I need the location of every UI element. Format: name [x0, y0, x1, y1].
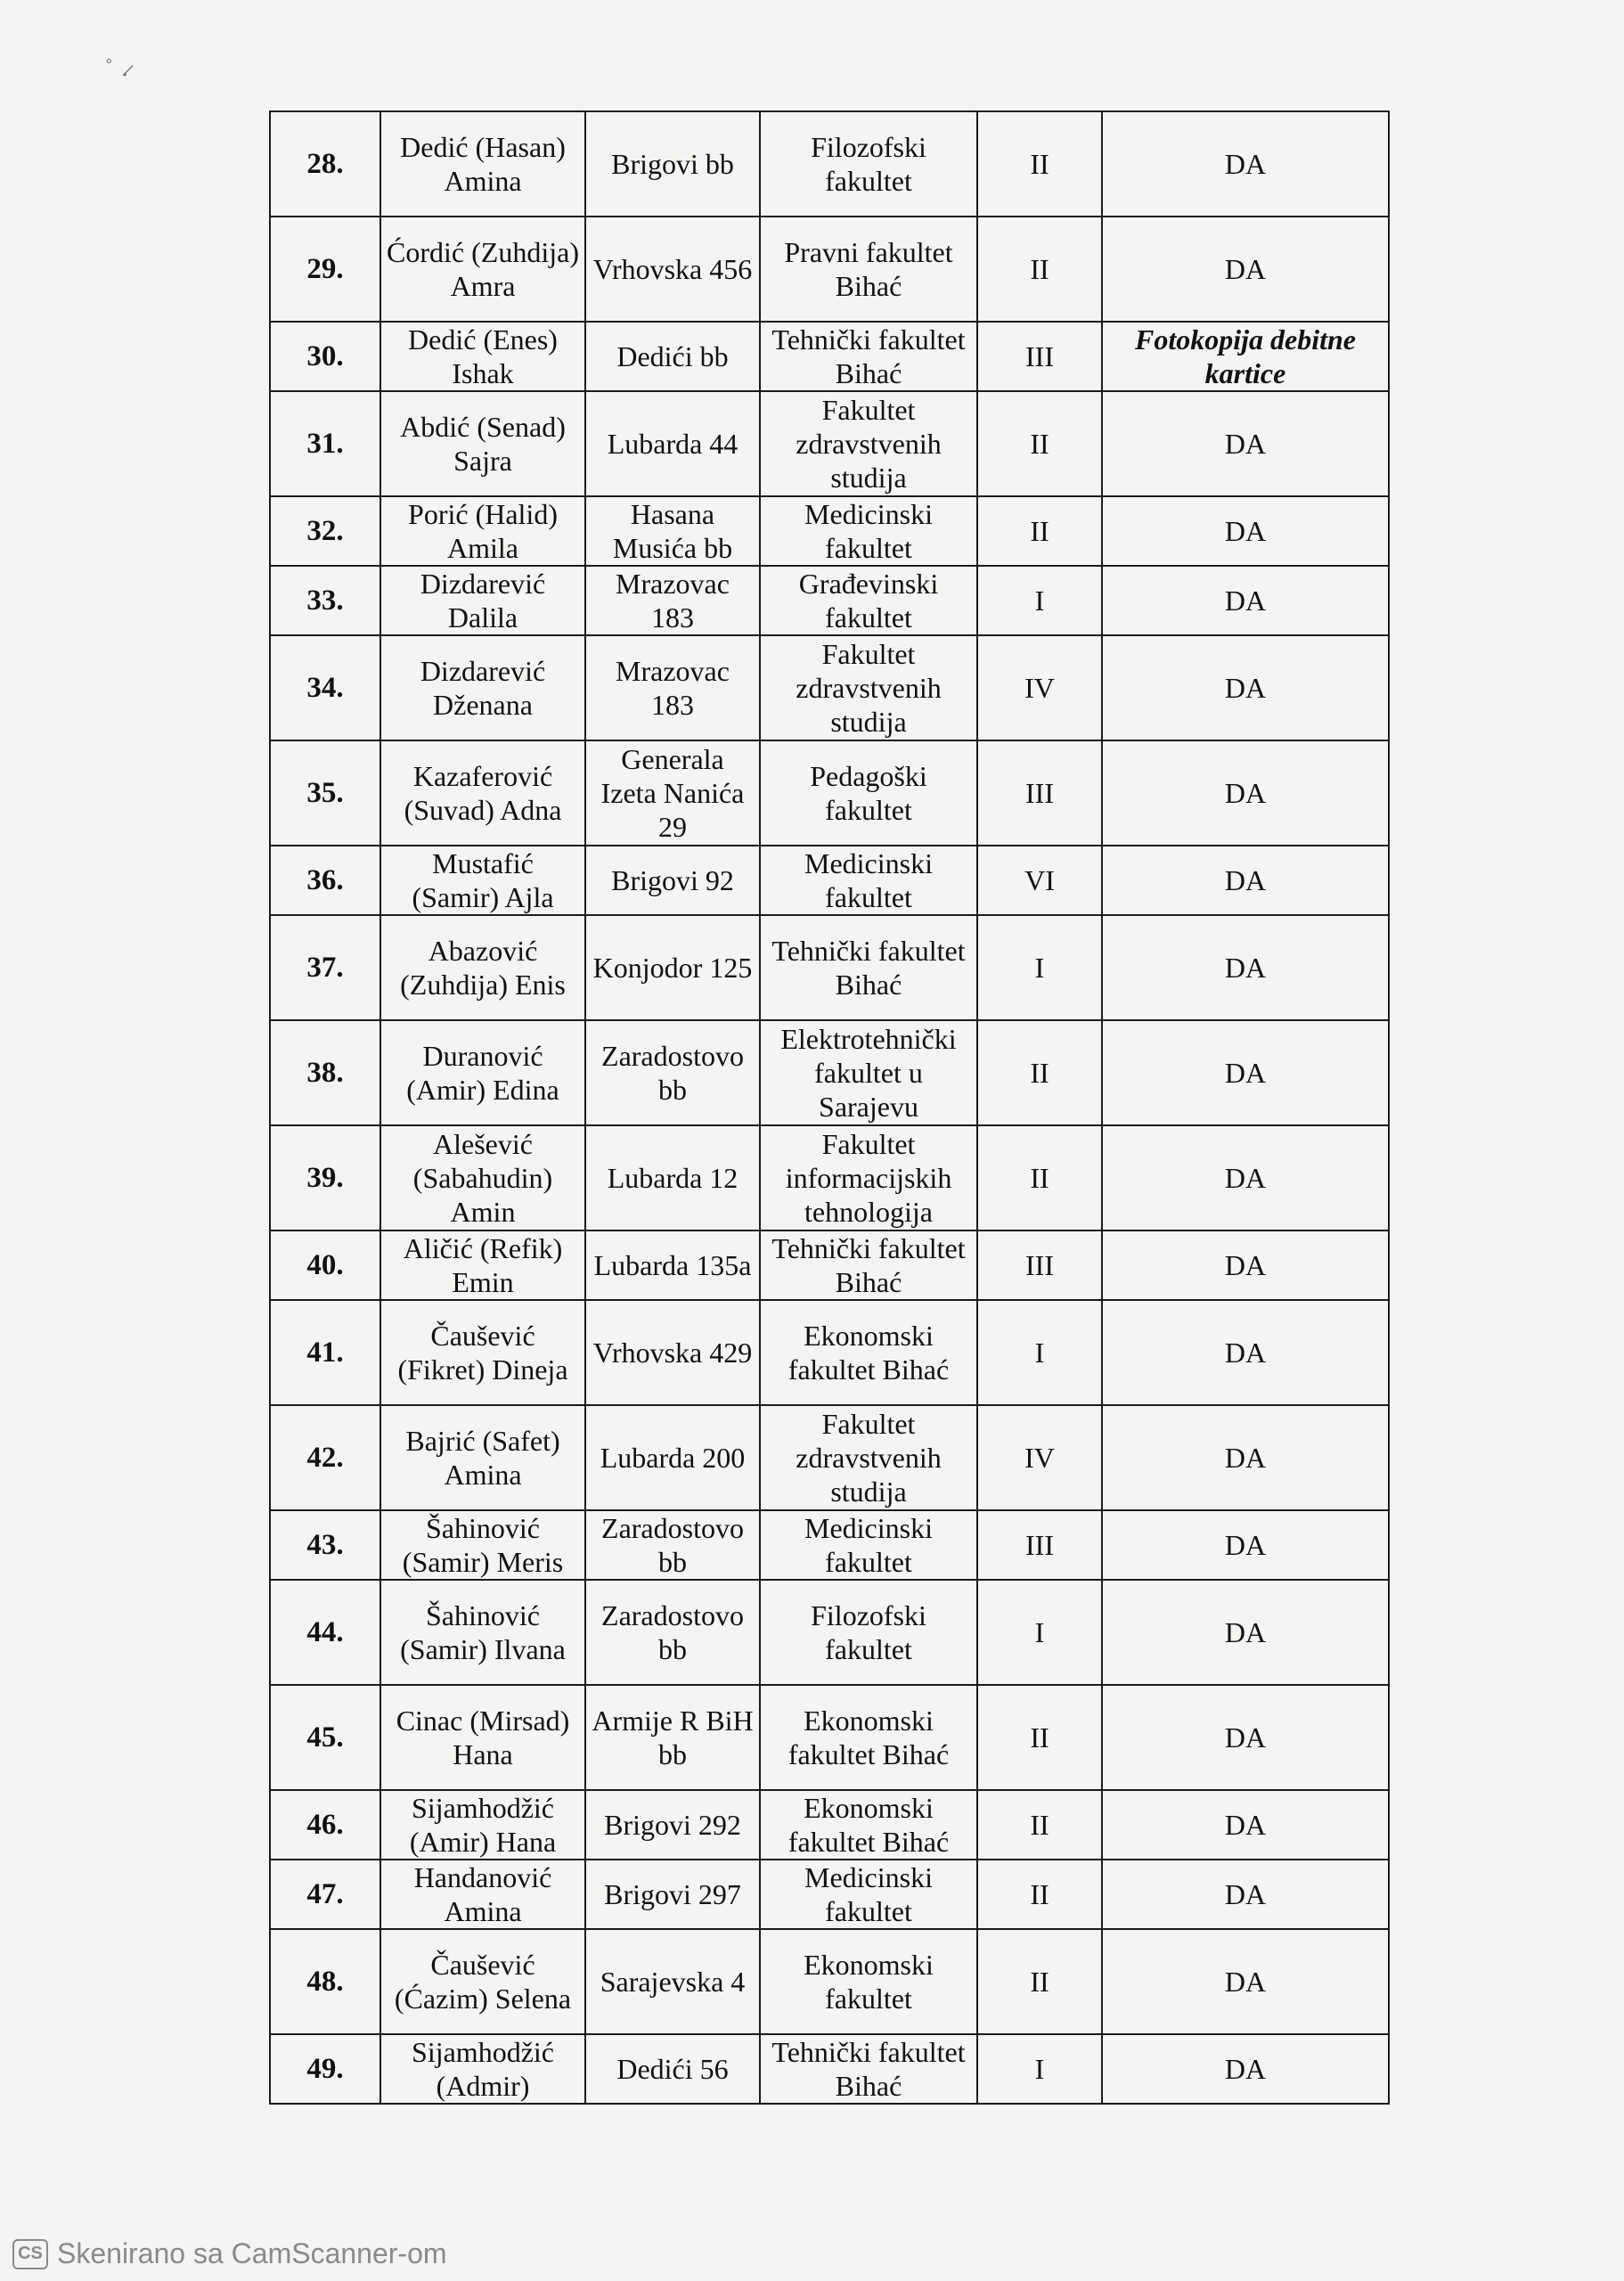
cell-num: 46.: [270, 1790, 380, 1860]
cell-name: Dedić (Hasan) Amina: [380, 111, 585, 217]
cell-status: DA: [1102, 635, 1389, 740]
cell-status: DA: [1102, 2034, 1389, 2104]
cell-num: 41.: [270, 1300, 380, 1405]
cell-address: Armije R BiH bb: [585, 1685, 760, 1790]
cell-name: Šahinović (Samir) Ilvana: [380, 1580, 585, 1685]
cell-status: DA: [1102, 1125, 1389, 1230]
cell-address: Zaradostovo bb: [585, 1580, 760, 1685]
table-row: [270, 217, 1389, 322]
cell-faculty: Pravni fakultet Bihać: [760, 217, 977, 322]
cell-status: DA: [1102, 1020, 1389, 1125]
cell-address: Mrazovac 183: [585, 635, 760, 740]
table-row: [270, 391, 1389, 496]
cell-num: 32.: [270, 496, 380, 566]
cell-status: DA: [1102, 496, 1389, 566]
cell-name: Dedić (Enes) Ishak: [380, 322, 585, 391]
cell-num: 29.: [270, 217, 380, 322]
cell-year: II: [977, 1020, 1102, 1125]
cell-address: Lubarda 200: [585, 1405, 760, 1510]
cell-year: II: [977, 1125, 1102, 1230]
cell-year: III: [977, 322, 1102, 391]
cell-num: 33.: [270, 566, 380, 635]
cell-faculty: Fakultet zdravstvenih studija: [760, 1405, 977, 1510]
cell-address: Vrhovska 429: [585, 1300, 760, 1405]
cell-year: I: [977, 915, 1102, 1020]
cell-status: DA: [1102, 217, 1389, 322]
cell-num: 39.: [270, 1125, 380, 1230]
cell-address: Hasana Musića bb: [585, 496, 760, 566]
table-row: [270, 566, 1389, 635]
cell-num: 48.: [270, 1929, 380, 2034]
cell-name: Abdić (Senad) Sajra: [380, 391, 585, 496]
students-table: [269, 110, 1390, 2105]
cell-name: Bajrić (Safet) Amina: [380, 1405, 585, 1510]
cell-year: IV: [977, 635, 1102, 740]
cell-name: Handanović Amina: [380, 1860, 585, 1929]
cell-name: Čaušević (Fikret) Dineja: [380, 1300, 585, 1405]
table-row: [270, 1405, 1389, 1510]
cell-year: VI: [977, 846, 1102, 915]
page-corner-mark: ˚ .̷: [105, 55, 130, 81]
cell-faculty: Tehnički fakultet Bihać: [760, 322, 977, 391]
scanner-footer-text: Skenirano sa CamScanner-om: [57, 2237, 447, 2269]
table-row: [270, 322, 1389, 391]
cell-year: III: [977, 1230, 1102, 1300]
cell-num: 47.: [270, 1860, 380, 1929]
cell-name: Abazović (Zuhdija) Enis: [380, 915, 585, 1020]
cell-status: DA: [1102, 1300, 1389, 1405]
cell-status: DA: [1102, 1860, 1389, 1929]
cell-address: Konjodor 125: [585, 915, 760, 1020]
cell-name: Alešević (Sabahudin) Amin: [380, 1125, 585, 1230]
cell-name: Kazaferović (Suvad) Adna: [380, 740, 585, 846]
cell-faculty: Filozofski fakultet: [760, 1580, 977, 1685]
cell-num: 45.: [270, 1685, 380, 1790]
cell-year: IV: [977, 1405, 1102, 1510]
cell-status: DA: [1102, 391, 1389, 496]
table-row: [270, 635, 1389, 740]
cell-faculty: Fakultet zdravstvenih studija: [760, 391, 977, 496]
cell-name: Porić (Halid) Amila: [380, 496, 585, 566]
table-row: [270, 846, 1389, 915]
cell-address: Brigovi 292: [585, 1790, 760, 1860]
cell-name: Ćordić (Zuhdija) Amra: [380, 217, 585, 322]
cell-faculty: Medicinski fakultet: [760, 846, 977, 915]
cell-year: II: [977, 217, 1102, 322]
cell-status: DA: [1102, 111, 1389, 217]
table-row: [270, 1790, 1389, 1860]
cell-faculty: Ekonomski fakultet Bihać: [760, 1685, 977, 1790]
cell-year: I: [977, 1300, 1102, 1405]
cell-name: Čaušević (Ćazim) Selena: [380, 1929, 585, 2034]
cell-faculty: Medicinski fakultet: [760, 1860, 977, 1929]
table-row: [270, 1230, 1389, 1300]
cell-year: I: [977, 1580, 1102, 1685]
cell-num: 28.: [270, 111, 380, 217]
cell-year: II: [977, 1929, 1102, 2034]
cell-faculty: Filozofski fakultet: [760, 111, 977, 217]
cell-num: 37.: [270, 915, 380, 1020]
table-row: [270, 1510, 1389, 1580]
cell-name: Mustafić (Samir) Ajla: [380, 846, 585, 915]
cell-num: 34.: [270, 635, 380, 740]
cell-name: Sijamhodžić (Amir) Hana: [380, 1790, 585, 1860]
cell-name: Dizdarević Dženana: [380, 635, 585, 740]
cell-num: 44.: [270, 1580, 380, 1685]
cell-year: III: [977, 1510, 1102, 1580]
cell-num: 38.: [270, 1020, 380, 1125]
cell-faculty: Tehnički fakultet Bihać: [760, 1230, 977, 1300]
cell-address: Brigovi 92: [585, 846, 760, 915]
cell-name: Sijamhodžić (Admir): [380, 2034, 585, 2104]
cell-status: DA: [1102, 915, 1389, 1020]
cell-status: DA: [1102, 1790, 1389, 1860]
cell-status: DA: [1102, 846, 1389, 915]
cell-num: 40.: [270, 1230, 380, 1300]
cell-status: DA: [1102, 1929, 1389, 2034]
table-row: [270, 740, 1389, 846]
cell-num: 43.: [270, 1510, 380, 1580]
students-table-body: [270, 111, 1389, 2104]
scanner-footer: [12, 2237, 447, 2270]
cell-status: DA: [1102, 740, 1389, 846]
cell-address: Dedići 56: [585, 2034, 760, 2104]
cell-faculty: Ekonomski fakultet: [760, 1929, 977, 2034]
table-row: [270, 915, 1389, 1020]
cell-name: Dizdarević Dalila: [380, 566, 585, 635]
cell-faculty: Medicinski fakultet: [760, 496, 977, 566]
table-row: [270, 1020, 1389, 1125]
cell-address: Lubarda 44: [585, 391, 760, 496]
camscanner-logo-icon: CS: [12, 2239, 48, 2269]
cell-num: 31.: [270, 391, 380, 496]
cell-num: 49.: [270, 2034, 380, 2104]
cell-status: DA: [1102, 1230, 1389, 1300]
cell-address: Generala Izeta Nanića 29: [585, 740, 760, 846]
cell-status: DA: [1102, 1510, 1389, 1580]
cell-status: Fotokopija debitne kartice: [1102, 322, 1389, 391]
cell-faculty: Ekonomski fakultet Bihać: [760, 1300, 977, 1405]
cell-name: Cinac (Mirsad) Hana: [380, 1685, 585, 1790]
table-row: [270, 1300, 1389, 1405]
cell-num: 36.: [270, 846, 380, 915]
cell-faculty: Fakultet zdravstvenih studija: [760, 635, 977, 740]
table-row: [270, 1929, 1389, 2034]
cell-name: Aličić (Refik) Emin: [380, 1230, 585, 1300]
cell-year: I: [977, 2034, 1102, 2104]
cell-address: Brigovi bb: [585, 111, 760, 217]
cell-faculty: Fakultet informacijskih tehnologija: [760, 1125, 977, 1230]
table-row: [270, 1860, 1389, 1929]
cell-faculty: Tehnički fakultet Bihać: [760, 2034, 977, 2104]
cell-address: Lubarda 12: [585, 1125, 760, 1230]
table-row: [270, 1685, 1389, 1790]
table-row: [270, 1580, 1389, 1685]
cell-status: DA: [1102, 1685, 1389, 1790]
cell-address: Brigovi 297: [585, 1860, 760, 1929]
cell-address: Zaradostovo bb: [585, 1020, 760, 1125]
table-row: [270, 1125, 1389, 1230]
cell-address: Sarajevska 4: [585, 1929, 760, 2034]
cell-faculty: Medicinski fakultet: [760, 1510, 977, 1580]
cell-faculty: Pedagoški fakultet: [760, 740, 977, 846]
cell-num: 35.: [270, 740, 380, 846]
cell-faculty: Ekonomski fakultet Bihać: [760, 1790, 977, 1860]
cell-year: II: [977, 1860, 1102, 1929]
cell-year: I: [977, 566, 1102, 635]
cell-year: II: [977, 496, 1102, 566]
cell-status: DA: [1102, 1580, 1389, 1685]
cell-status: DA: [1102, 1405, 1389, 1510]
table-row: [270, 2034, 1389, 2104]
cell-year: II: [977, 391, 1102, 496]
cell-year: II: [977, 1685, 1102, 1790]
cell-address: Vrhovska 456: [585, 217, 760, 322]
cell-faculty: Tehnički fakultet Bihać: [760, 915, 977, 1020]
cell-address: Lubarda 135a: [585, 1230, 760, 1300]
cell-num: 30.: [270, 322, 380, 391]
cell-name: Duranović (Amir) Edina: [380, 1020, 585, 1125]
cell-address: Mrazovac 183: [585, 566, 760, 635]
cell-faculty: Građevinski fakultet: [760, 566, 977, 635]
cell-name: Šahinović (Samir) Meris: [380, 1510, 585, 1580]
cell-year: II: [977, 1790, 1102, 1860]
cell-address: Dedići bb: [585, 322, 760, 391]
cell-faculty: Elektrotehnički fakultet u Sarajevu: [760, 1020, 977, 1125]
cell-year: III: [977, 740, 1102, 846]
cell-status: DA: [1102, 566, 1389, 635]
cell-year: II: [977, 111, 1102, 217]
table-row: [270, 111, 1389, 217]
table-row: [270, 496, 1389, 566]
cell-address: Zaradostovo bb: [585, 1510, 760, 1580]
cell-num: 42.: [270, 1405, 380, 1510]
